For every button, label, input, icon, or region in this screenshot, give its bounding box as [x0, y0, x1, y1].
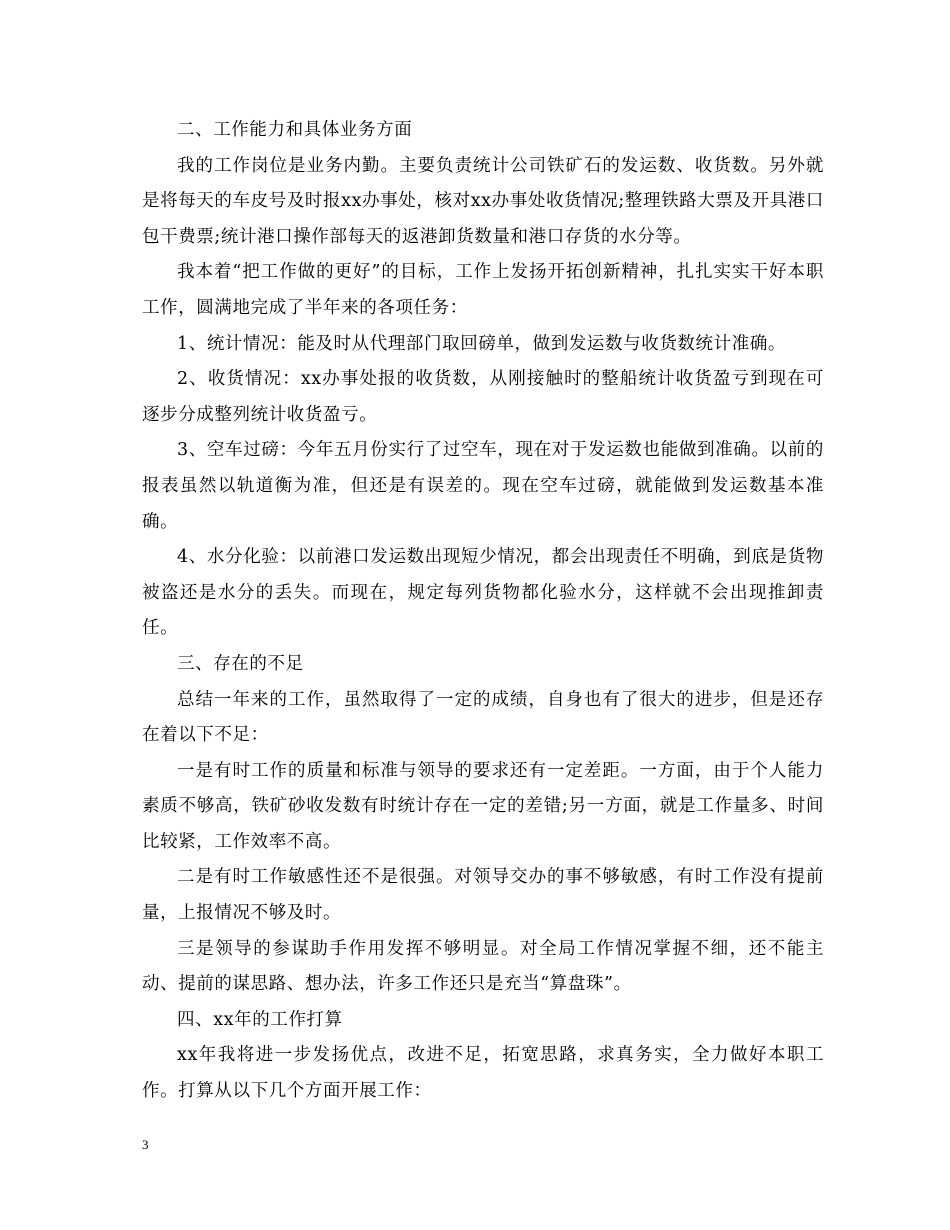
paragraph-item-2: 2、收货情况：xx办事处报的收货数，从刚接触时的整船统计收货盈亏到现在可逐步分成整列统计收货盈亏。 — [142, 369, 824, 425]
section-heading-4: 四、xx年的工作打算 — [177, 1009, 343, 1030]
paragraph-goal: 我本着“把工作做的更好”的目标，工作上发扬开拓创新精神，扎扎实实干好本职工作，圆满地完成了半年来的各项任务： — [142, 262, 824, 318]
paragraph-summary: 总结一年来的工作，虽然取得了一定的成绩，自身也有了很大的进步，但是还存在着以下不足： — [142, 689, 824, 746]
paragraph-shortcoming-2: 二是有时工作敏感性还不是很强。对领导交办的事不够敏感，有时工作没有提前量，上报情况不够及时。 — [142, 867, 824, 924]
section-heading-3: 三、存在的不足 — [177, 653, 304, 674]
paragraph-shortcoming-3: 三是领导的参谋助手作用发挥不够明显。对全局工作情况掌握不细，还不能主动、提前的谋思路、想办法，许多工作还只是充当“算盘珠”。 — [142, 938, 824, 995]
paragraph-shortcoming-1: 一是有时工作的质量和标准与领导的要求还有一定差距。一方面，由于个人能力素质不够高，铁矿砂收发数有时统计存在一定的差错;另一方面，就是工作量多、时间比较紧，工作效率不高。 — [142, 760, 824, 852]
paragraph-item-4: 4、水分化验：以前港口发运数出现短少情况，都会出现责任不明确，到底是货物被盗还是水分的丢失。而现在，规定每列货物都化验水分，这样就不会出现推卸责任。 — [142, 547, 824, 639]
paragraph-plan: xx年我将进一步发扬优点，改进不足，拓宽思路，求真务实，全力做好本职工作。打算从以下几个方面开展工作： — [142, 1045, 824, 1102]
section-heading-2: 二、工作能力和具体业务方面 — [177, 120, 413, 140]
paragraph-item-1: 1、统计情况：能及时从代理部门取回磅单，做到发运数与收货数统计准确。 — [177, 333, 787, 354]
paragraph-job-duties: 我的工作岗位是业务内勤。主要负责统计公司铁矿石的发运数、收货数。另外就是将每天的车皮号及时报xx办事处，核对xx办事处收货情况;整理铁路大票及开具港口包干费票;统计港口操作部每天的返港卸货数量和港口存货的水分等。 — [142, 155, 824, 247]
paragraph-item-3: 3、空车过磅：今年五月份实行了过空车，现在对于发运数也能做到准确。以前的报表虽然以轨道衡为准，但还是有误差的。现在空车过磅，就能做到发运数基本准确。 — [142, 440, 824, 532]
page-number: 3 — [142, 1137, 149, 1152]
document-body — [142, 113, 824, 1110]
